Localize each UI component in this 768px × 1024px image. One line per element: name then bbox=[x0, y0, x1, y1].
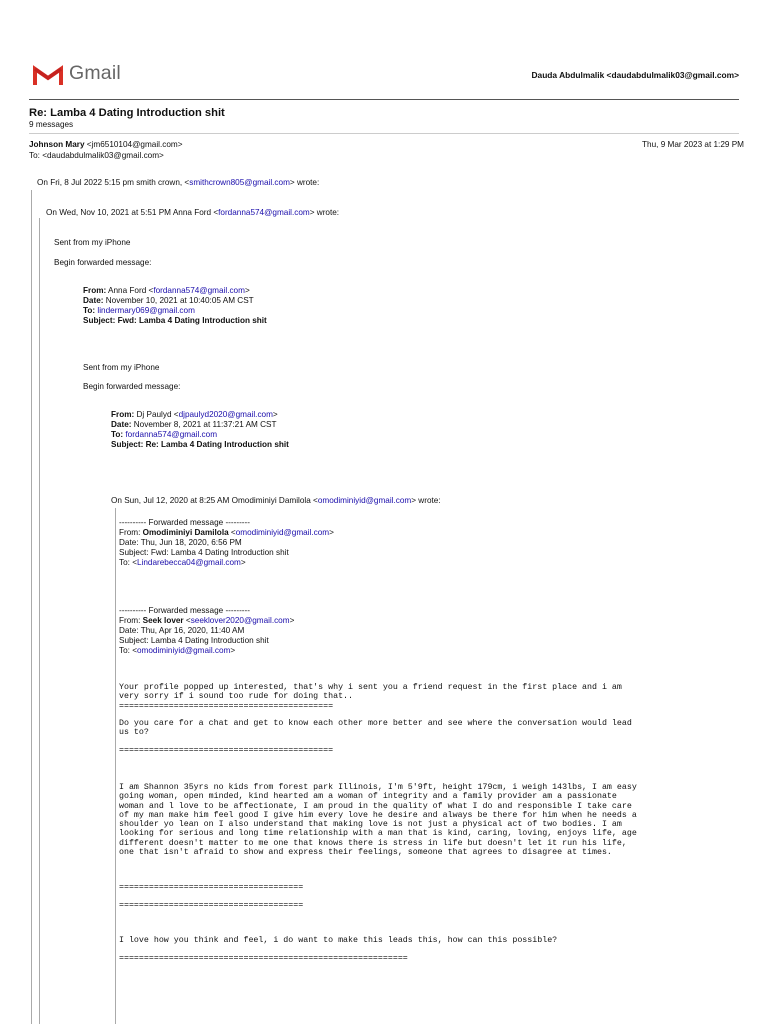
body-paragraph-2: Do you care for a chat and get to know each other more better and see where the conversation would lead us to? bbox=[119, 719, 632, 738]
body-separator: =========================================== bbox=[119, 746, 334, 755]
email-link[interactable]: smithcrown805@gmail.com bbox=[189, 178, 290, 187]
email-link[interactable]: seeklover2020@gmail.com bbox=[190, 616, 290, 625]
fwd3-date: Date: Thu, Jun 18, 2020, 6:56 PM bbox=[119, 538, 242, 547]
message-recipient: To: <daudabdulmalik03@gmail.com> bbox=[29, 151, 164, 160]
forward-intro: Begin forwarded message: bbox=[83, 382, 181, 391]
fwd4-date: Date: Thu, Apr 16, 2020, 11:40 AM bbox=[119, 626, 245, 635]
fwd4-header: ---------- Forwarded message --------- bbox=[119, 606, 250, 615]
quote-bar-2 bbox=[39, 218, 40, 1024]
fwd2-date: Date: November 8, 2021 at 11:37:21 AM CST bbox=[111, 420, 277, 429]
fwd1-to: To: lindermary069@gmail.com bbox=[83, 306, 195, 315]
thread-subject: Re: Lamba 4 Dating Introduction shit bbox=[29, 107, 225, 119]
body-separator: ===================================== bbox=[119, 883, 304, 892]
quote-header-2: On Wed, Nov 10, 2021 at 5:51 PM Anna Ford <fordanna574@gmail.com> wrote: bbox=[46, 208, 340, 217]
email-link[interactable]: fordanna574@gmail.com bbox=[153, 286, 245, 295]
body-separator: ===================================== bbox=[119, 901, 304, 910]
email-link[interactable]: fordanna574@gmail.com bbox=[125, 430, 218, 439]
body-paragraph-1: Your profile popped up interested, that's why i sent you a friend request in the first place and i am very sorry if i sound too rude for doing that.. =========================================== bbox=[119, 683, 622, 711]
forward-intro: Begin forwarded message: bbox=[54, 258, 152, 267]
message-date: Thu, 9 Mar 2023 at 1:29 PM bbox=[642, 140, 744, 149]
email-link[interactable]: djpaulyd2020@gmail.com bbox=[178, 410, 273, 419]
email-link[interactable]: omodiminiyid@gmail.com bbox=[317, 496, 412, 505]
account-label: Dauda Abdulmalik <daudabdulmalik03@gmail.com> bbox=[531, 70, 739, 80]
gmail-brand-text: Gmail bbox=[69, 62, 121, 84]
signature-line: Sent from my iPhone bbox=[83, 363, 160, 372]
email-link[interactable]: lindermary069@gmail.com bbox=[97, 306, 195, 315]
body-paragraph-4: I love how you think and feel, i do want to make this leads this, how can this possible? bbox=[119, 936, 558, 945]
header-divider bbox=[29, 99, 739, 100]
sender-name: Johnson Mary bbox=[29, 140, 85, 149]
email-link[interactable]: Lindarebecca04@gmail.com bbox=[136, 558, 241, 567]
fwd2-from: From: Dj Paulyd <djpaulyd2020@gmail.com> bbox=[111, 410, 278, 419]
fwd4-subject: Subject: Lamba 4 Dating Introduction shit bbox=[119, 636, 269, 645]
quote-bar-1 bbox=[31, 190, 32, 1024]
message-sender bbox=[29, 140, 183, 149]
quote-header-3: On Sun, Jul 12, 2020 at 8:25 AM Omodiminiyi Damilola <omodiminiyid@gmail.com> wrote: bbox=[111, 496, 441, 505]
fwd1-date: Date: November 10, 2021 at 10:40:05 AM CST bbox=[83, 296, 254, 305]
fwd2-subject: Subject: Re: Lamba 4 Dating Introduction shit bbox=[111, 440, 289, 449]
signature-line: Sent from my iPhone bbox=[54, 238, 131, 247]
fwd2-to: To: fordanna574@gmail.com bbox=[111, 430, 218, 439]
gmail-logo bbox=[33, 62, 143, 86]
email-link[interactable]: omodiminiyid@gmail.com bbox=[136, 646, 231, 655]
sender-address: <jm6510104@gmail.com> bbox=[86, 140, 183, 149]
fwd4-to: To: <omodiminiyid@gmail.com> bbox=[119, 646, 236, 655]
email-link[interactable]: fordanna574@gmail.com bbox=[218, 208, 310, 217]
subject-divider bbox=[29, 133, 739, 134]
fwd1-from: From: Anna Ford <fordanna574@gmail.com> bbox=[83, 286, 250, 295]
fwd3-to: To: <Lindarebecca04@gmail.com> bbox=[119, 558, 246, 567]
fwd3-header: ---------- Forwarded message --------- bbox=[119, 518, 250, 527]
body-paragraph-3: I am Shannon 35yrs no kids from forest park Illinois, I'm 5'9ft, height 179cm, i weigh 143lbs, I am easy going woman, open minded, kind hearted am a woman of integrity and a family provider am a passionate woman and l love to be affectionate, I am proud in the quality of what I do and responsible I take care of my man make him feel good I give him every love he desire and always be there for him when he needs a shoulder yo lean on I also understand that making love is not just a physical act of two bodies. I am looking for serious and long time relationship with a man that is kind, caring, loving, enjoys life, age different doesn't matter to me one that knows there is stress in life but doesn't let it run his life, one that isn't afraid to show and express their feelings, someone that agrees to disagree at times. bbox=[119, 783, 637, 858]
email-link[interactable]: omodiminiyid@gmail.com bbox=[235, 528, 330, 537]
quote-bar-3 bbox=[115, 508, 116, 1024]
fwd3-subject: Subject: Fwd: Lamba 4 Dating Introduction shit bbox=[119, 548, 289, 557]
fwd3-from: From: Omodiminiyi Damilola <omodiminiyid@gmail.com> bbox=[119, 528, 334, 537]
body-separator: ========================================================== bbox=[119, 954, 408, 963]
message-count: 9 messages bbox=[29, 120, 74, 129]
gmail-m-icon bbox=[33, 64, 63, 86]
fwd4-from: From: Seek lover <seeklover2020@gmail.com> bbox=[119, 616, 295, 625]
quote-header-1: On Fri, 8 Jul 2022 5:15 pm smith crown, <smithcrown805@gmail.com> wrote: bbox=[37, 178, 320, 187]
fwd1-subject: Subject: Fwd: Lamba 4 Dating Introduction shit bbox=[83, 316, 267, 325]
